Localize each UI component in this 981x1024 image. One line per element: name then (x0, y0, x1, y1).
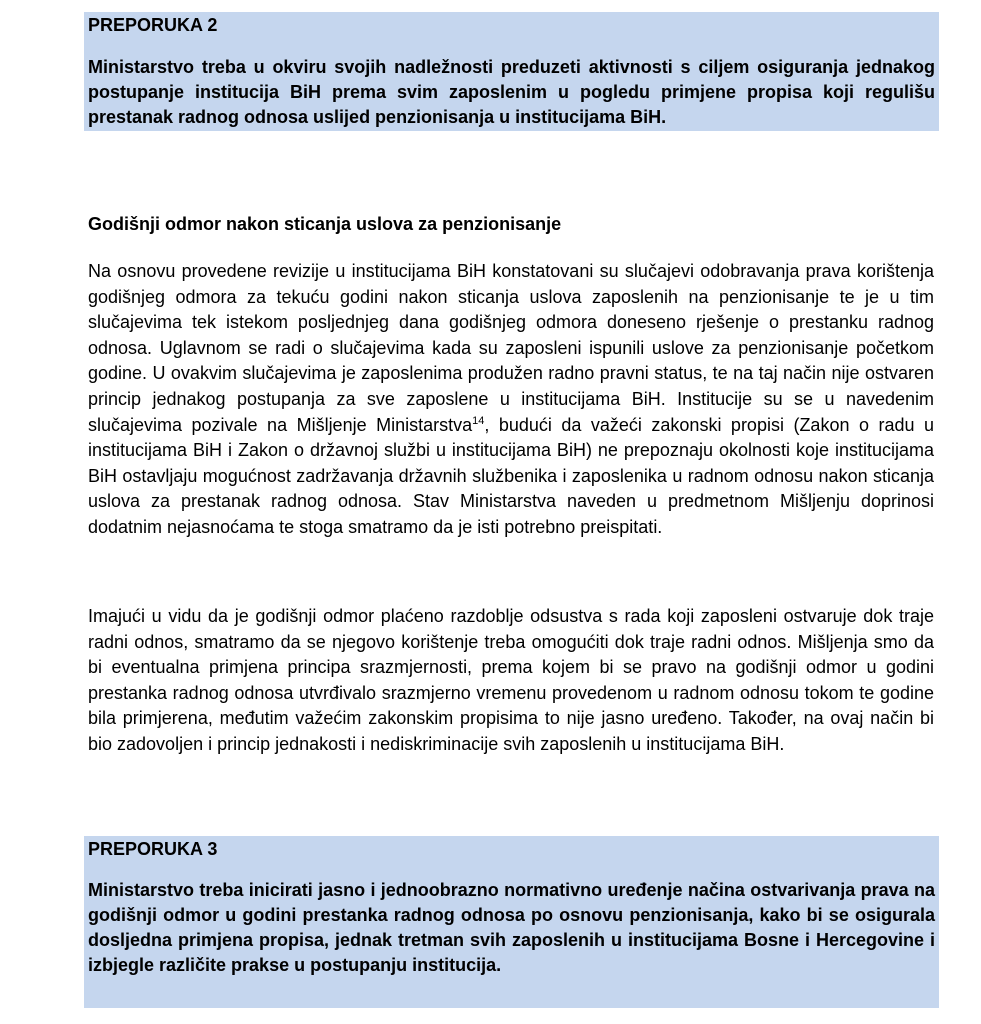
recommendation-3-box (84, 836, 939, 1008)
recommendation-2-text: Ministarstvo treba u okviru svojih nadležnosti preduzeti aktivnosti s ciljem osiguranja jednakog postupanje institucija BiH prema svim zaposlenim u pogledu primjene propisa koji regulišu prestanak radnog odnosa uslijed penzionisanja u institucijama BiH. (88, 57, 935, 127)
footnote-reference[interactable]: 14 (472, 414, 485, 427)
paragraph-2: Imajući u vidu da je godišnji odmor plaćeno razdoblje odsustva s rada koji zaposleni ostvaruje dok traje radni odnos, smatramo da se njegovo korištenje treba omogućiti dok traje radni odnos. Mišljenja smo da bi eventualna primjena principa srazmjernosti, prema kojem bi se pravo na godišnji odmor u godini prestanka radnog odnosa utvrđivalo srazmjerno vremenu provedenom u radnom odnosu tokom te godine bila primjerena, međutim važećim zakonskim propisima to nije jasno uređeno. Također, na ovaj način bi bio zadovoljen i princip jednakosti i nediskriminacije svih zaposlenih u institucijama BiH. (88, 606, 934, 754)
recommendation-2-box (84, 12, 939, 131)
recommendation-2-title: PREPORUKA 2 (88, 15, 218, 35)
paragraph-1-part-2: , budući da važeći zakonski propisi (Zakon o radu u institucijama BiH i Zakon o državnoj službi u institucijama BiH) ne prepoznaju okolnosti koje institucijama BiH ostavljaju mogućnost zadržavanja državnih službenika i zaposlenika u radnom odnosu nakon sticanja uslova za prestanak radnog odnosa. Stav Ministarstva naveden u predmetnom Mišljenju doprinosi dodatnim nejasnoćama te stoga smatramo da je isti potrebno preispitati. (88, 414, 934, 537)
section-heading: Godišnji odmor nakon sticanja uslova za penzionisanje (88, 214, 562, 234)
paragraph-1-part-1: Na osnovu provedene revizije u institucijama BiH konstatovani su slučajevi odobravanja prava korištenja godišnjeg odmora za tekuću godini nakon sticanja uslova zaposlenih na penzionisanje te je u tim slučajevima tek istekom posljednjeg dana godišnjeg odmora doneseno rješenje o prestanku radnog odnosa. Uglavnom se radi o slučajevima kada su zaposleni ispunili uslove za penzionisanje početkom godine. U ovakvim slučajevima je zaposlenima produžen radno pravni status, te na taj način nije ostvaren princip jednakog postupanja za sve zaposlene u institucijama BiH. Institucije su se u navedenim slučajevima pozivale na Mišljenje Ministarstva (88, 261, 934, 435)
recommendation-3-text: Ministarstvo treba inicirati jasno i jednoobrazno normativno uređenje načina ostvarivanja prava na godišnji odmor u godini prestanka radnog odnosa po osnovu penzionisanja, kako bi se osigurala dosljedna primjena propisa, jednak tretman svih zaposlenih u institucijama Bosne i Hercegovine i izbjegle različite prakse u postupanju institucija. (88, 880, 935, 975)
paragraph-1 (88, 259, 934, 541)
recommendation-3-title: PREPORUKA 3 (88, 839, 218, 859)
